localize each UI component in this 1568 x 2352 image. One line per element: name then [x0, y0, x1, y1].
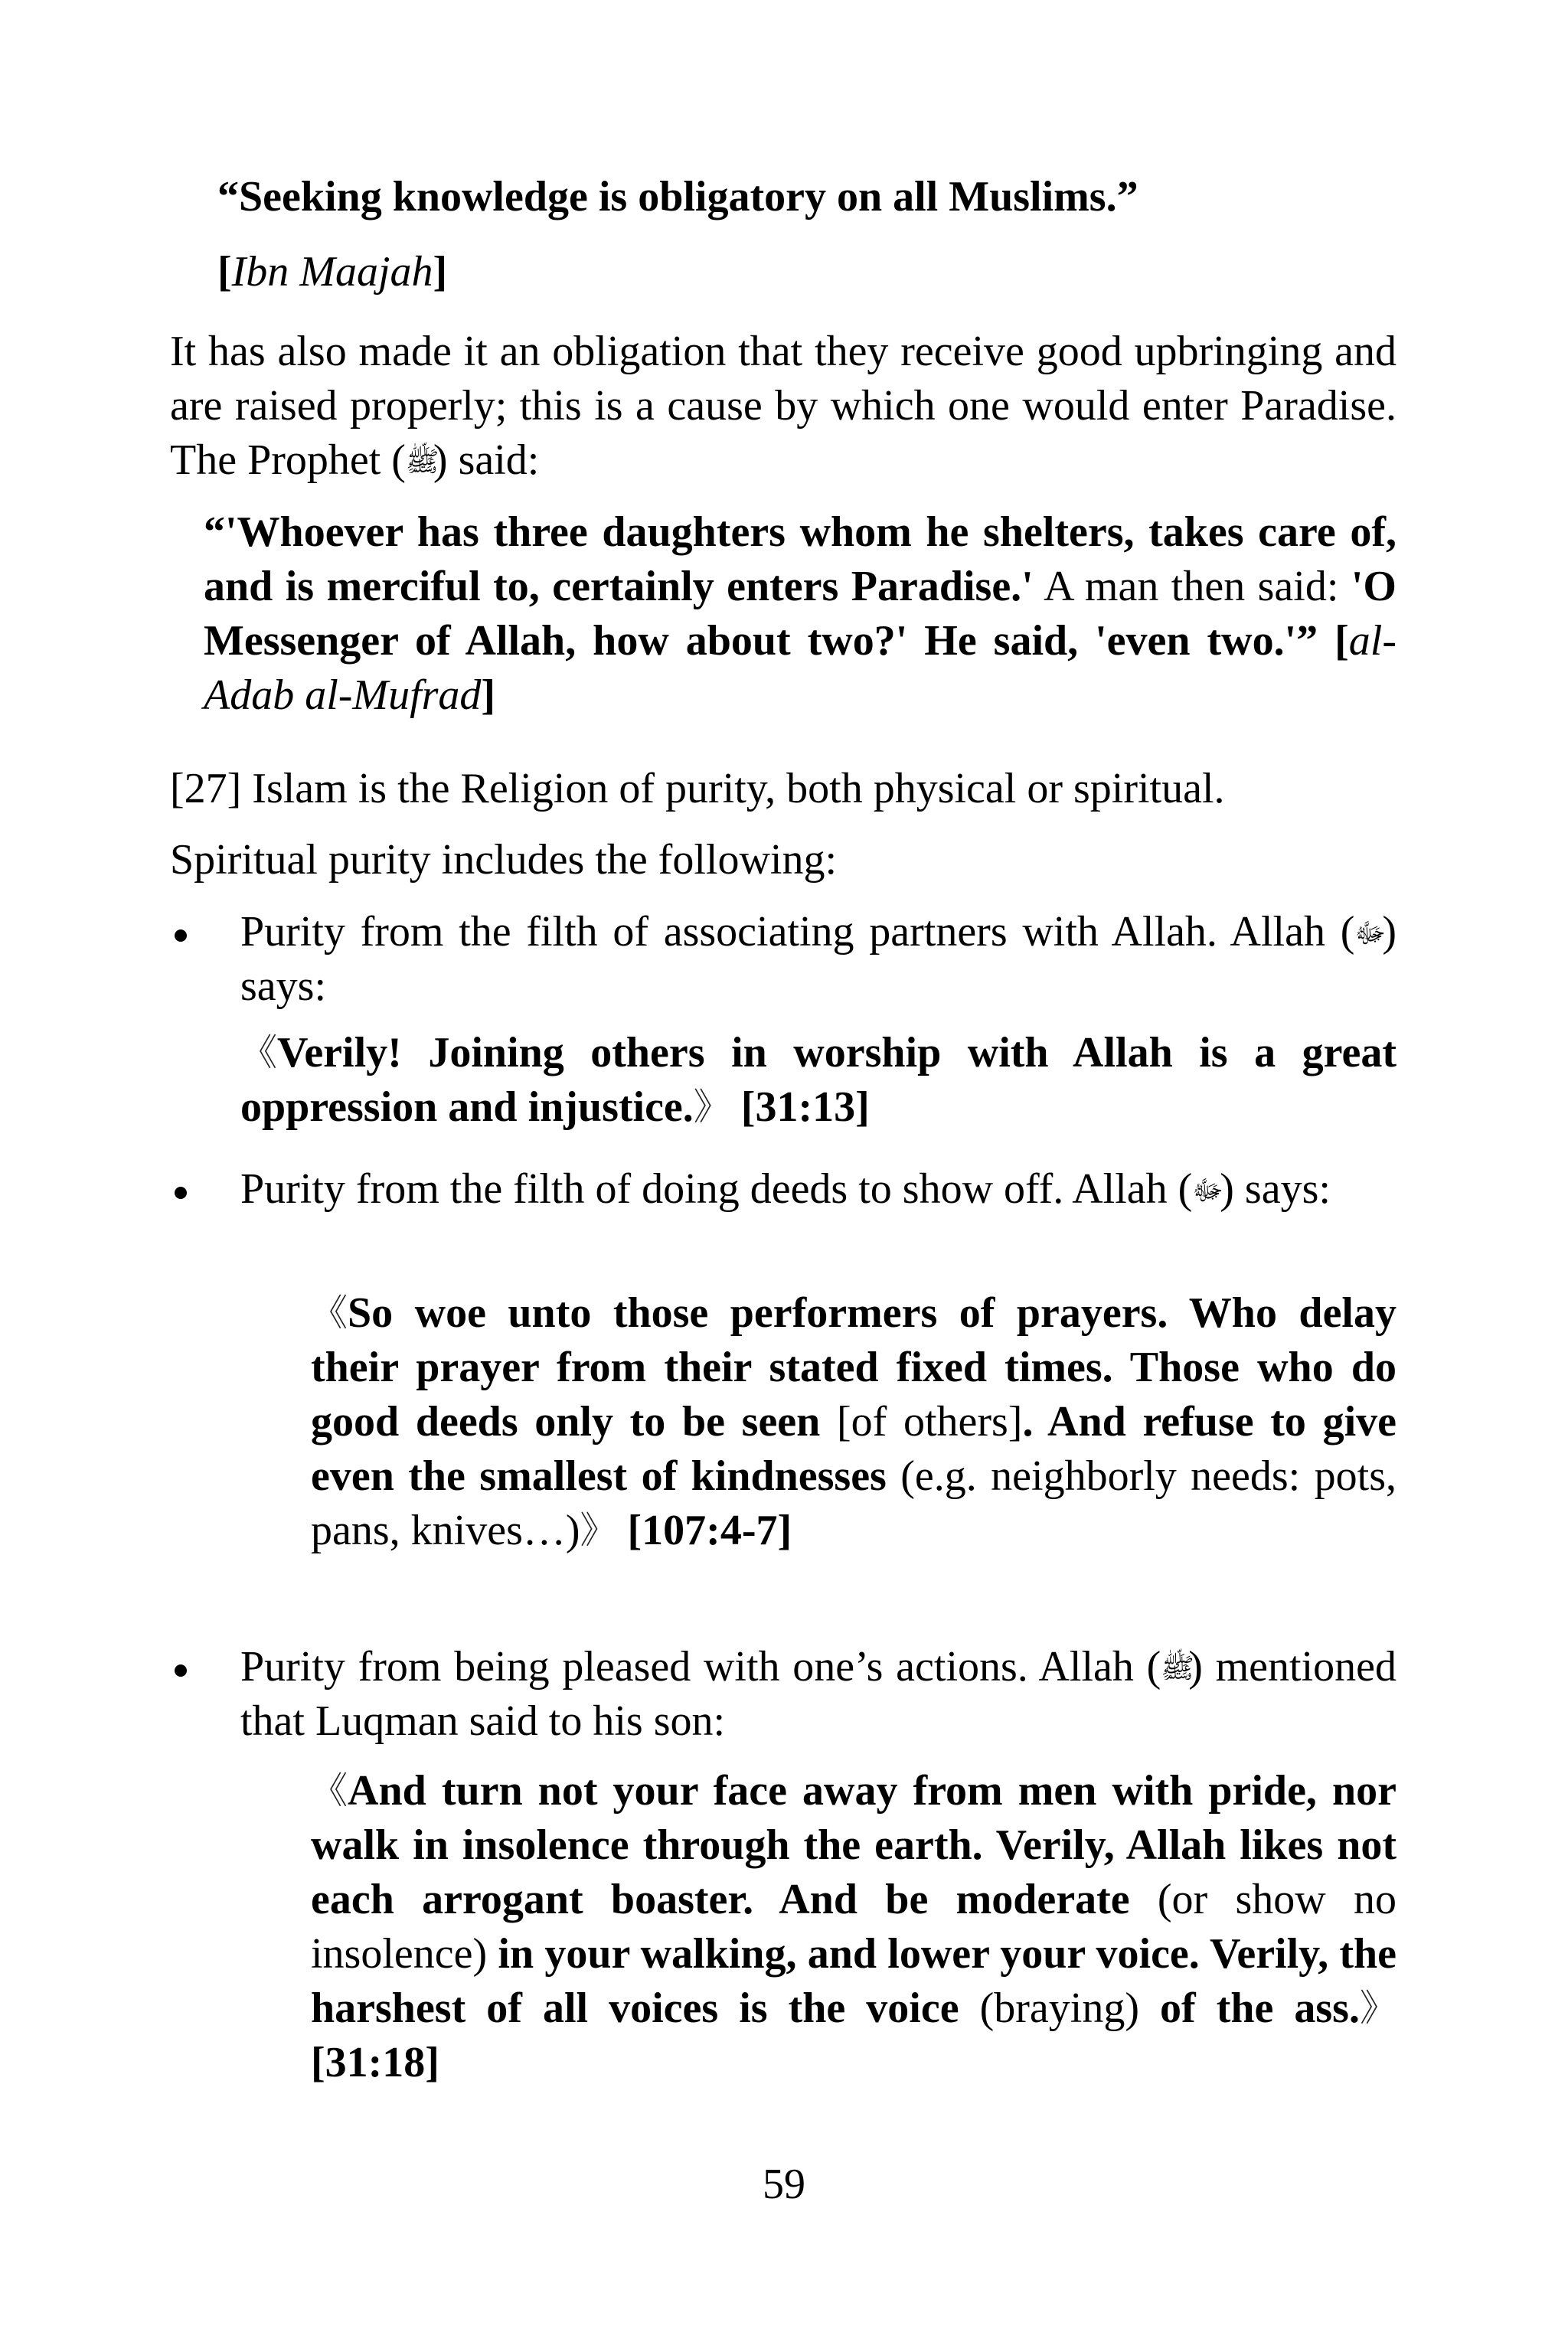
verse-text: of the ass. — [1138, 1984, 1360, 2032]
paragraph-spiritual-purity — [170, 833, 1396, 887]
source-name: Ibn Maajah — [231, 248, 433, 296]
bullet-icon — [175, 1187, 187, 1199]
verse-commentary: (or show no insolence) — [311, 1876, 1396, 1978]
bullet-text: Purity from the filth of doing deeds to show off. Allah ( — [240, 1165, 1193, 1213]
hadith-part-3: 'O Messenger of Allah, how about two?' He said, 'even two.' — [204, 563, 1396, 665]
verse-commentary: [of others] — [836, 1398, 1023, 1446]
hadith-close-quote: ” — [1296, 617, 1318, 665]
hadith-text: “Seeking knowledge is obligatory on all Muslims.” — [217, 173, 1138, 220]
bullet-text-end: ) mentioned that Luqman said to his son: — [240, 1643, 1396, 1745]
verse-text: Verily! Joining others in worship with Allah is a great oppression and injustice. — [240, 1029, 1396, 1131]
quran-verse-31-18 — [311, 1764, 1396, 2090]
verse-commentary: (braying) — [979, 1984, 1139, 2032]
quran-open-bracket-icon: 《 — [311, 1771, 348, 1811]
paragraph-upbringing — [170, 325, 1396, 488]
hadith-open-quote: “ — [204, 508, 225, 556]
bullet-item-self-pleasure — [240, 1640, 1396, 1749]
hadith-daughters: “'Whoever has three daughters whom he shelters, takes care of, and is merciful to, certainly enters Paradise.' A man then said: 'O Messenger of Allah, how about two?' He said, 'even two.'” [al-Adab al-Mufrad] — [204, 508, 1397, 719]
verse-reference: [31:13] — [740, 1083, 870, 1131]
bullet-text-end: ) says: — [240, 908, 1396, 1010]
bullet-icon — [175, 1664, 187, 1677]
quran-verse-31-13 — [240, 1026, 1396, 1135]
paragraph-text-end: ) said: — [433, 436, 540, 484]
bullet-item-show-off — [240, 1162, 1396, 1217]
verse-text: in your walking, and lower your voice. Verily, the harshest of all voices is the voice — [311, 1930, 1396, 2032]
page-number: 59 — [763, 2161, 805, 2208]
verse-text: And turn not your face away from men with pride, nor walk in insolence through the earth. Verily, Allah likes not each arrogant boaster. And be moderate — [311, 1767, 1396, 1923]
prophet-salutation-icon: ﷺ — [1161, 1653, 1194, 1684]
hadith-source: al-Adab al-Mufrad — [204, 617, 1397, 719]
verse-reference: [107:4-7] — [627, 1507, 792, 1554]
paragraph-text: It has also made it an obligation that they receive good upbringing and are raised properly; this is a cause by which one would enter Paradise. The Prophet ( — [170, 328, 1396, 484]
paragraph-spiritual-text: Spiritual purity includes the following: — [170, 836, 838, 884]
quran-open-bracket-icon: 《 — [311, 1293, 348, 1334]
quran-close-bracket-icon: 》 — [580, 1511, 617, 1551]
verse-reference: [31:18] — [311, 2039, 439, 2086]
quran-close-bracket-icon: 》 — [693, 1087, 730, 1128]
allah-glorification-icon: ﷻ — [1192, 1175, 1223, 1206]
hadith-quote-knowledge — [217, 170, 1396, 224]
bullet-text: Purity from the filth of associating partners with Allah. Allah ( — [240, 908, 1355, 956]
hadith-part-2: A man then said: — [1033, 563, 1351, 610]
prophet-salutation-icon: ﷺ — [405, 446, 439, 477]
hadith-source-ibn-maajah: [Ibn Maajah] — [217, 248, 448, 296]
allah-glorification-icon: ﷻ — [1354, 918, 1386, 949]
bullet-text-end: ) says: — [1220, 1165, 1331, 1213]
paragraph-27-text: [27] Islam is the Religion of purity, both physical or spiritual. — [170, 765, 1225, 812]
bullet-text: Purity from being pleased with one’s actions. Allah ( — [240, 1643, 1161, 1690]
quran-close-bracket-icon: 》 — [1359, 1988, 1396, 2029]
verse-text: So woe unto those performers of prayers. Who delay their prayer from their stated fixed times. Those who do good deeds only to be seen — [311, 1289, 1396, 1446]
bullet-icon — [175, 929, 187, 942]
hadith-part-1: 'Whoever has three daughters whom he shelters, takes care of, and is merciful to, certainly enters Paradise.' — [204, 508, 1396, 610]
paragraph-27 — [170, 762, 1396, 816]
verse-commentary: (e.g. neighborly needs: pots, pans, knives…) — [311, 1452, 1396, 1554]
quran-open-bracket-icon: 《 — [240, 1033, 278, 1073]
quran-verse-107-4-7 — [311, 1286, 1396, 1558]
bullet-item-shirk — [240, 905, 1396, 1014]
verse-text: . And refuse to give even the smallest of kindnesses — [311, 1398, 1397, 1500]
